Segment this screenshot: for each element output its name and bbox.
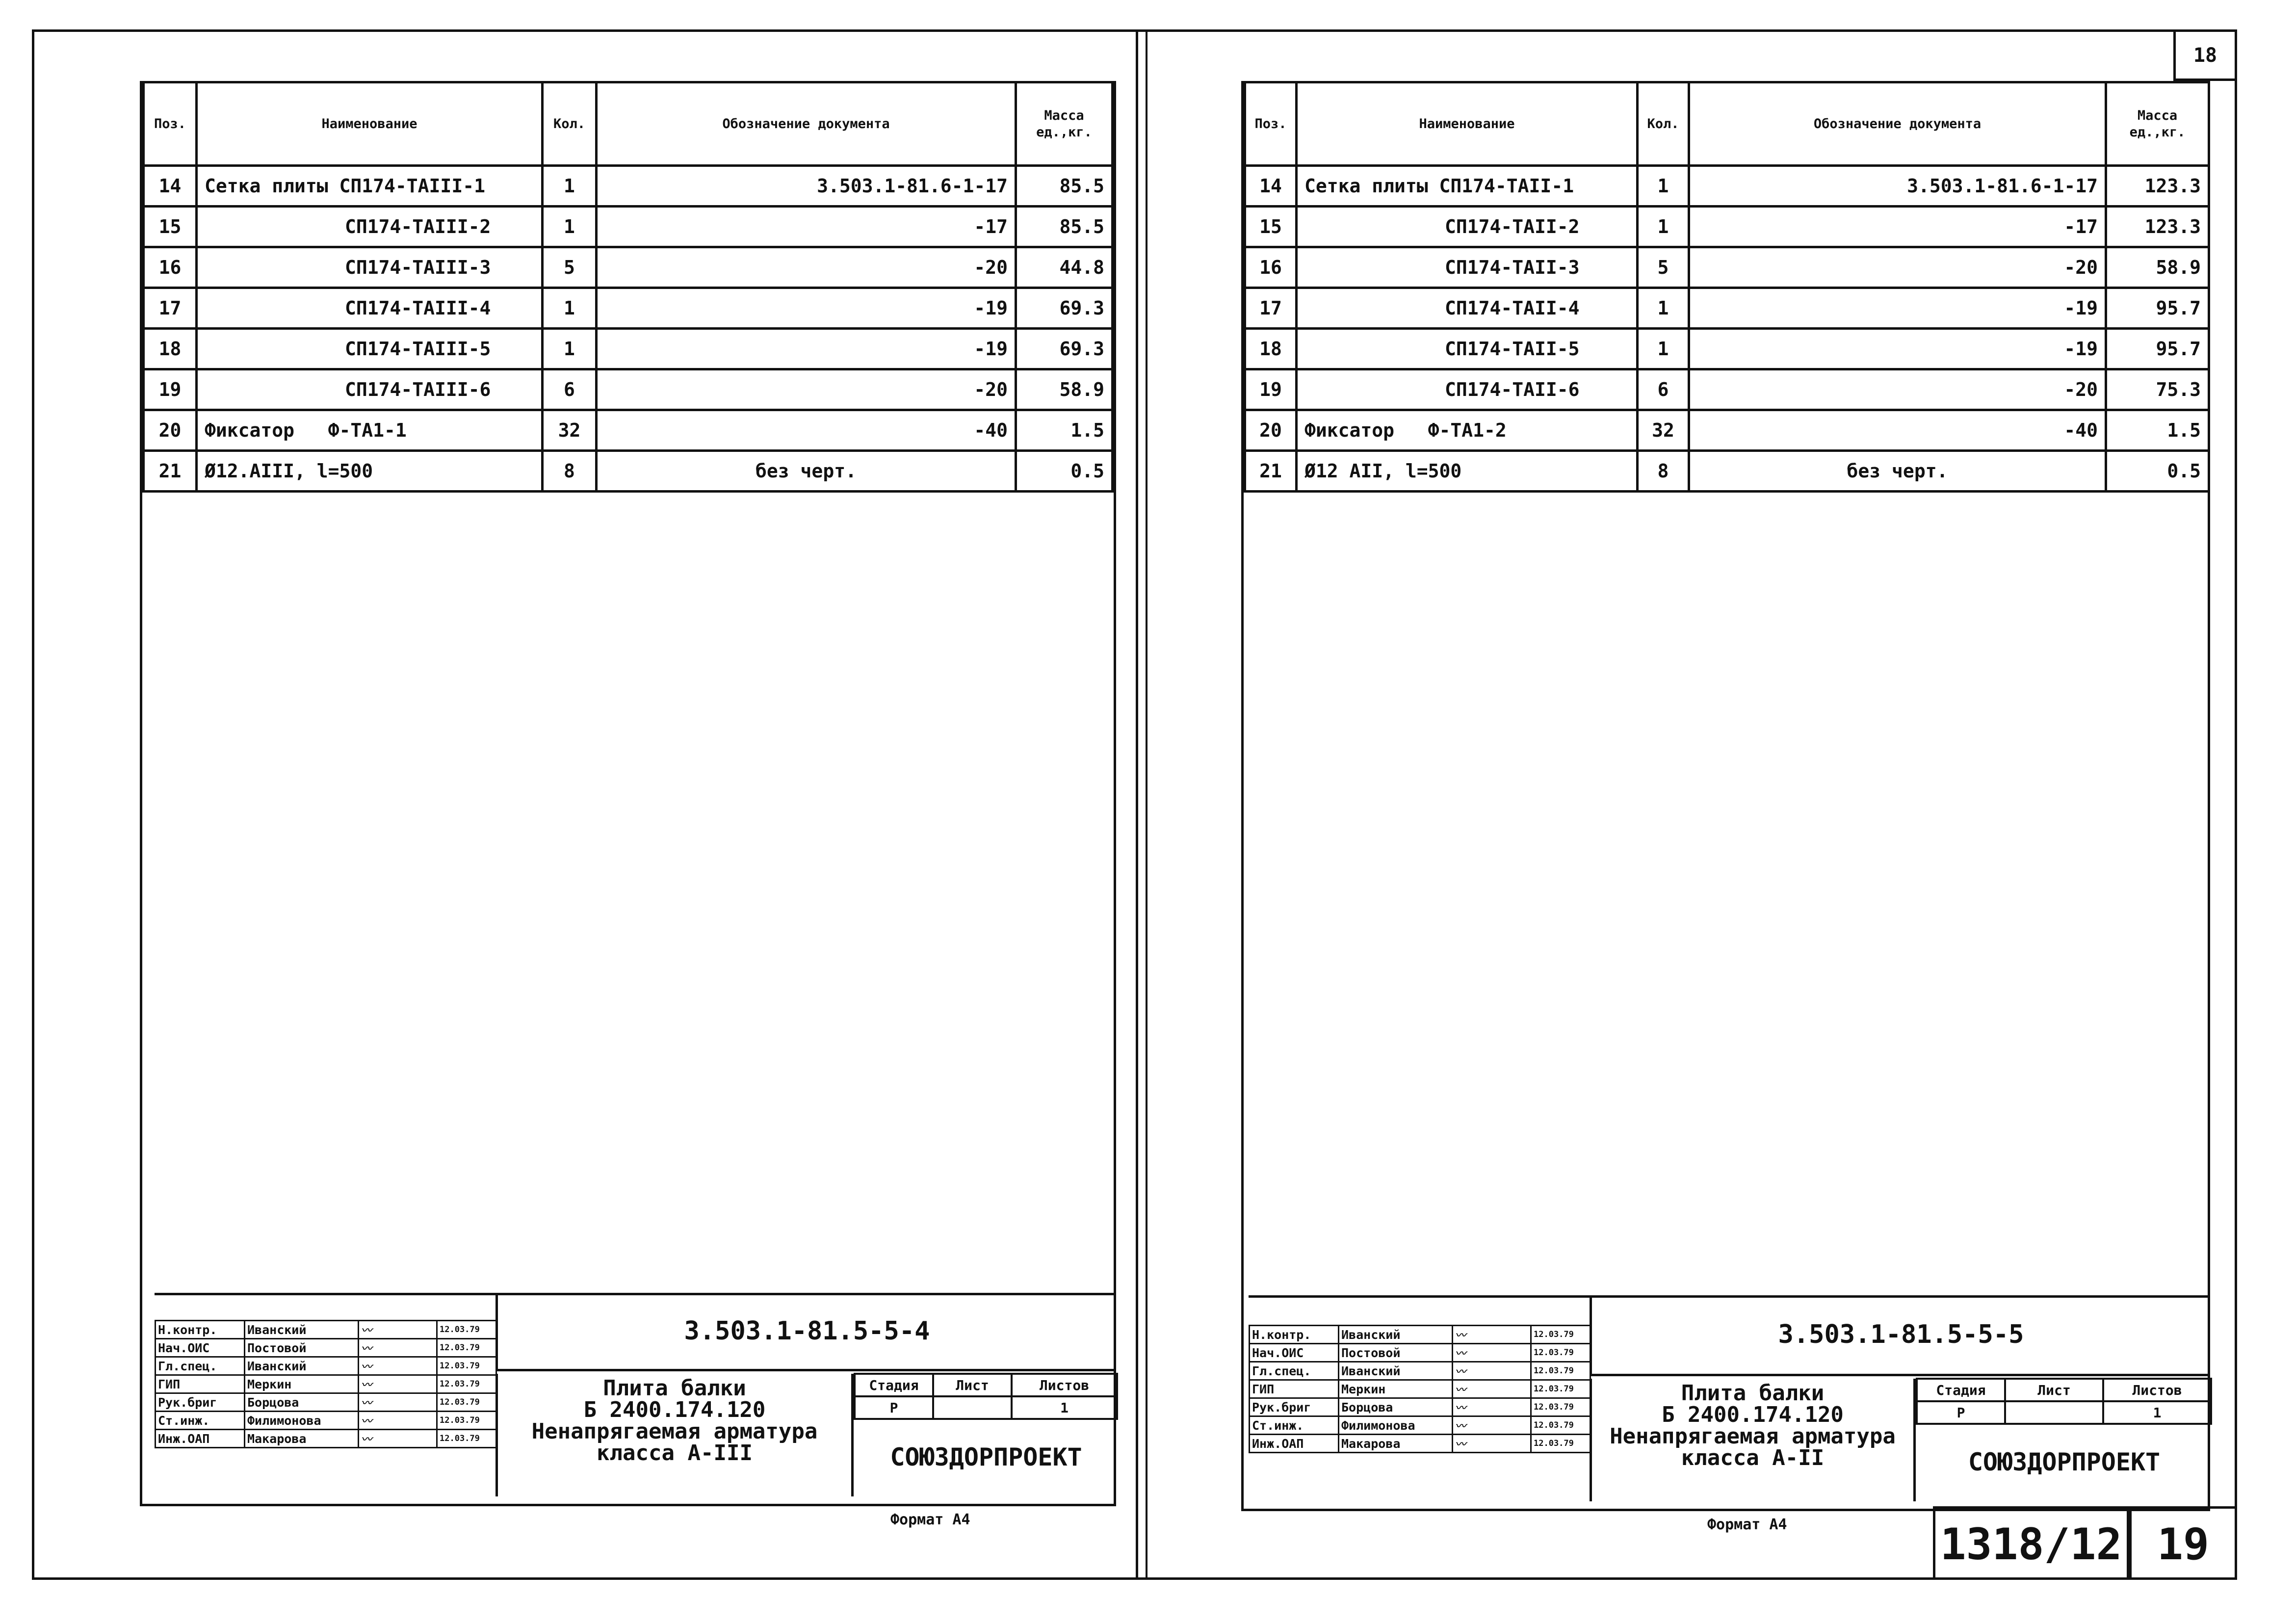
right-title-block [1249, 1295, 2210, 1511]
cell-name: Сетка плиты СП174-ТАII-1 [1297, 166, 1638, 207]
header-doc: Обозначение документа [1689, 82, 2106, 166]
table-row [144, 207, 1113, 247]
document-code: 3.503.1-81.5-5-4 [496, 1293, 1116, 1371]
signer-name: Филимонова [245, 1412, 359, 1430]
table-header-row [144, 82, 1113, 166]
table-row [1245, 410, 2209, 451]
sheet-value [2005, 1401, 2103, 1424]
cell-mass: 44.8 [1016, 247, 1113, 288]
signature: 〰 [1453, 1416, 1531, 1435]
cell-pos: 21 [144, 451, 197, 492]
cell-mass: 69.3 [1016, 329, 1113, 369]
signature: 〰 [1453, 1326, 1531, 1344]
cell-doc: -40 [597, 410, 1016, 451]
header-mass: Масса ед.,кг. [2106, 82, 2209, 166]
cell-name: СП174-ТАIII-2 [197, 207, 543, 247]
cell-mass: 75.3 [2106, 369, 2209, 410]
cell-name: СП174-ТАII-5 [1297, 329, 1638, 369]
cell-mass: 85.5 [1016, 207, 1113, 247]
signature: 〰 [1453, 1380, 1531, 1398]
cell-pos: 17 [1245, 288, 1297, 329]
sheet-label: Лист [2005, 1379, 2103, 1401]
cell-pos: 19 [1245, 369, 1297, 410]
cell-name: Ø12.AIII, l=500 [197, 451, 543, 492]
signer-row [156, 1375, 496, 1393]
signer-name: Борцова [245, 1393, 359, 1412]
cell-qty: 1 [1638, 288, 1689, 329]
signer-date: 12.03.79 [1531, 1326, 1591, 1344]
sheets-value: 1 [2103, 1401, 2211, 1424]
cell-pos: 16 [144, 247, 197, 288]
table-row [1245, 329, 2209, 369]
signer-name: Иванский [1339, 1362, 1453, 1380]
organization: СОЮЗДОРПРОЕКТ [1968, 1448, 2161, 1476]
cell-doc: -17 [597, 207, 1016, 247]
cell-name: СП174-ТАII-2 [1297, 207, 1638, 247]
sheets-label: Листов [2103, 1379, 2211, 1401]
cell-doc: -20 [1689, 247, 2106, 288]
album-number: 1318/12 [1933, 1506, 2129, 1580]
signer-name: Иванский [1339, 1326, 1453, 1344]
cell-name: СП174-ТАII-3 [1297, 247, 1638, 288]
signers-table [155, 1320, 497, 1448]
signer-row [1250, 1380, 1591, 1398]
format-label: Формат А4 [1707, 1516, 1787, 1533]
cell-name: Фиксатор Ф-ТА1-2 [1297, 410, 1638, 451]
cell-mass: 58.9 [2106, 247, 2209, 288]
signer-role: Рук.бриг [1250, 1398, 1339, 1416]
signer-date: 12.03.79 [437, 1357, 496, 1375]
cell-qty: 32 [1638, 410, 1689, 451]
signature: 〰 [359, 1321, 437, 1339]
signature: 〰 [1453, 1398, 1531, 1416]
cell-mass: 69.3 [1016, 288, 1113, 329]
cell-mass: 85.5 [1016, 166, 1113, 207]
stage-value: Р [1917, 1401, 2005, 1424]
signer-role: Ст.инж. [1250, 1416, 1339, 1435]
table-header-row [1245, 82, 2209, 166]
header-qty: Кол. [1638, 82, 1689, 166]
page-number-top: 18 [2173, 29, 2237, 81]
cell-mass: 58.9 [1016, 369, 1113, 410]
signer-role: Гл.спец. [1250, 1362, 1339, 1380]
stage-label: Стадия [855, 1374, 933, 1396]
cell-name: Сетка плиты СП174-ТАIII-1 [197, 166, 543, 207]
cell-doc: -19 [1689, 329, 2106, 369]
signer-date: 12.03.79 [1531, 1416, 1591, 1435]
cell-name: СП174-ТАIII-4 [197, 288, 543, 329]
cell-name: СП174-ТАII-6 [1297, 369, 1638, 410]
header-doc: Обозначение документа [597, 82, 1016, 166]
cell-doc: 3.503.1-81.6-1-17 [597, 166, 1016, 207]
table-row [144, 410, 1113, 451]
cell-qty: 1 [1638, 207, 1689, 247]
signer-date: 12.03.79 [1531, 1398, 1591, 1416]
signer-date: 12.03.79 [437, 1339, 496, 1357]
signer-role: Ст.инж. [156, 1412, 245, 1430]
cell-name: СП174-ТАIII-5 [197, 329, 543, 369]
left-title-block [155, 1293, 1116, 1506]
header-pos: Поз. [1245, 82, 1297, 166]
signature: 〰 [359, 1412, 437, 1430]
cell-doc: -17 [1689, 207, 2106, 247]
cell-pos: 19 [144, 369, 197, 410]
table-row [144, 247, 1113, 288]
signer-date: 12.03.79 [1531, 1362, 1591, 1380]
cell-doc: -19 [597, 329, 1016, 369]
cell-pos: 15 [144, 207, 197, 247]
signer-name: Макарова [245, 1430, 359, 1448]
cell-mass: 123.3 [2106, 166, 2209, 207]
cell-mass: 95.7 [2106, 329, 2209, 369]
signer-row [1250, 1344, 1591, 1362]
signer-role: Н.контр. [1250, 1326, 1339, 1344]
cell-pos: 18 [144, 329, 197, 369]
signer-row [156, 1321, 496, 1339]
signer-row [156, 1412, 496, 1430]
cell-doc: -20 [597, 247, 1016, 288]
cell-doc: -20 [597, 369, 1016, 410]
signer-row [1250, 1416, 1591, 1435]
header-name: Наименование [1297, 82, 1638, 166]
signer-role: ГИП [1250, 1380, 1339, 1398]
signer-role: Нач.ОИС [156, 1339, 245, 1357]
cell-doc: -40 [1689, 410, 2106, 451]
signer-date: 12.03.79 [1531, 1435, 1591, 1453]
signer-row [1250, 1362, 1591, 1380]
cell-qty: 5 [543, 247, 597, 288]
cell-mass: 0.5 [2106, 451, 2209, 492]
table-row [144, 288, 1113, 329]
signer-date: 12.03.79 [1531, 1380, 1591, 1398]
sheet-label: Лист [933, 1374, 1012, 1396]
cell-qty: 32 [543, 410, 597, 451]
cell-qty: 8 [543, 451, 597, 492]
cell-pos: 21 [1245, 451, 1297, 492]
cell-qty: 1 [543, 329, 597, 369]
stage-label: Стадия [1917, 1379, 2005, 1401]
cell-qty: 6 [543, 369, 597, 410]
table-row [1245, 166, 2209, 207]
stage-value: Р [855, 1396, 933, 1419]
cell-mass: 0.5 [1016, 451, 1113, 492]
cell-name: СП174-ТАIII-6 [197, 369, 543, 410]
signer-name: Филимонова [1339, 1416, 1453, 1435]
signer-role: Инж.ОАП [1250, 1435, 1339, 1453]
cell-qty: 6 [1638, 369, 1689, 410]
signature: 〰 [1453, 1344, 1531, 1362]
stage-header-row [855, 1374, 1117, 1396]
signer-role: Н.контр. [156, 1321, 245, 1339]
stage-table [1916, 1378, 2212, 1425]
signer-role: Рук.бриг [156, 1393, 245, 1412]
table-row [144, 166, 1113, 207]
signature: 〰 [1453, 1435, 1531, 1453]
signer-name: Меркин [1339, 1380, 1453, 1398]
table-row [144, 369, 1113, 410]
cell-mass: 1.5 [2106, 410, 2209, 451]
signer-role: ГИП [156, 1375, 245, 1393]
document-title: Плита балки Б 2400.174.120 Ненапрягаемая арматура класса А-II [1590, 1379, 1916, 1501]
table-row [1245, 207, 2209, 247]
signer-date: 12.03.79 [437, 1430, 496, 1448]
cell-doc: -19 [597, 288, 1016, 329]
stage-value-row [1917, 1401, 2211, 1424]
signer-row [156, 1357, 496, 1375]
signer-role: Инж.ОАП [156, 1430, 245, 1448]
signature: 〰 [359, 1375, 437, 1393]
sheets-value: 1 [1012, 1396, 1117, 1419]
header-pos: Поз. [144, 82, 197, 166]
cell-name: Фиксатор Ф-ТА1-1 [197, 410, 543, 451]
organization: СОЮЗДОРПРОЕКТ [890, 1443, 1082, 1471]
signer-date: 12.03.79 [437, 1375, 496, 1393]
page-number-bottom: 19 [2129, 1506, 2237, 1580]
cell-qty: 5 [1638, 247, 1689, 288]
center-divider [1136, 29, 1138, 1580]
right-spec-table [1244, 81, 2210, 493]
stage-table [854, 1373, 1118, 1420]
document-code: 3.503.1-81.5-5-5 [1590, 1295, 2210, 1376]
header-mass: Масса ед.,кг. [1016, 82, 1113, 166]
stage-value-row [855, 1396, 1117, 1419]
cell-pos: 14 [1245, 166, 1297, 207]
cell-qty: 1 [543, 166, 597, 207]
cell-name: СП174-ТАII-4 [1297, 288, 1638, 329]
cell-pos: 14 [144, 166, 197, 207]
sheet-value [933, 1396, 1012, 1419]
signer-name: Иванский [245, 1321, 359, 1339]
header-qty: Кол. [543, 82, 597, 166]
table-row [1245, 247, 2209, 288]
signer-row [1250, 1398, 1591, 1416]
signature: 〰 [359, 1393, 437, 1412]
signer-name: Постовой [1339, 1344, 1453, 1362]
cell-pos: 16 [1245, 247, 1297, 288]
signer-name: Меркин [245, 1375, 359, 1393]
cell-name: Ø12 AII, l=500 [1297, 451, 1638, 492]
header-name: Наименование [197, 82, 543, 166]
cell-doc: 3.503.1-81.6-1-17 [1689, 166, 2106, 207]
cell-qty: 1 [1638, 329, 1689, 369]
signer-date: 12.03.79 [437, 1412, 496, 1430]
cell-doc: -20 [1689, 369, 2106, 410]
signer-row [1250, 1435, 1591, 1453]
signature: 〰 [359, 1430, 437, 1448]
table-row [1245, 451, 2209, 492]
signature: 〰 [1453, 1362, 1531, 1380]
signer-name: Макарова [1339, 1435, 1453, 1453]
cell-qty: 1 [543, 288, 597, 329]
cell-pos: 17 [144, 288, 197, 329]
cell-doc: -19 [1689, 288, 2106, 329]
cell-mass: 95.7 [2106, 288, 2209, 329]
cell-qty: 1 [543, 207, 597, 247]
cell-pos: 20 [1245, 410, 1297, 451]
signer-row [156, 1393, 496, 1412]
cell-pos: 18 [1245, 329, 1297, 369]
signer-row [156, 1339, 496, 1357]
cell-mass: 1.5 [1016, 410, 1113, 451]
table-row [144, 451, 1113, 492]
table-row [144, 329, 1113, 369]
signature: 〰 [359, 1357, 437, 1375]
signer-date: 12.03.79 [437, 1321, 496, 1339]
signer-name: Постовой [245, 1339, 359, 1357]
signature: 〰 [359, 1339, 437, 1357]
signer-role: Нач.ОИС [1250, 1344, 1339, 1362]
signer-role: Гл.спец. [156, 1357, 245, 1375]
cell-pos: 15 [1245, 207, 1297, 247]
signer-row [1250, 1326, 1591, 1344]
signer-name: Иванский [245, 1357, 359, 1375]
signer-date: 12.03.79 [1531, 1344, 1591, 1362]
cell-qty: 8 [1638, 451, 1689, 492]
table-row [1245, 288, 2209, 329]
format-label: Формат А4 [890, 1511, 970, 1528]
signer-name: Борцова [1339, 1398, 1453, 1416]
left-spec-table [142, 81, 1114, 493]
cell-name: СП174-ТАIII-3 [197, 247, 543, 288]
cell-doc: без черт. [1689, 451, 2106, 492]
cell-doc: без черт. [597, 451, 1016, 492]
cell-qty: 1 [1638, 166, 1689, 207]
cell-pos: 20 [144, 410, 197, 451]
sheets-label: Листов [1012, 1374, 1117, 1396]
table-row [1245, 369, 2209, 410]
cell-mass: 123.3 [2106, 207, 2209, 247]
signer-date: 12.03.79 [437, 1393, 496, 1412]
center-divider-2 [1146, 29, 1148, 1580]
signer-row [156, 1430, 496, 1448]
stage-header-row [1917, 1379, 2211, 1401]
document-title: Плита балки Б 2400.174.120 Ненапрягаемая арматура класса А-III [496, 1374, 854, 1496]
signers-table [1249, 1325, 1591, 1453]
